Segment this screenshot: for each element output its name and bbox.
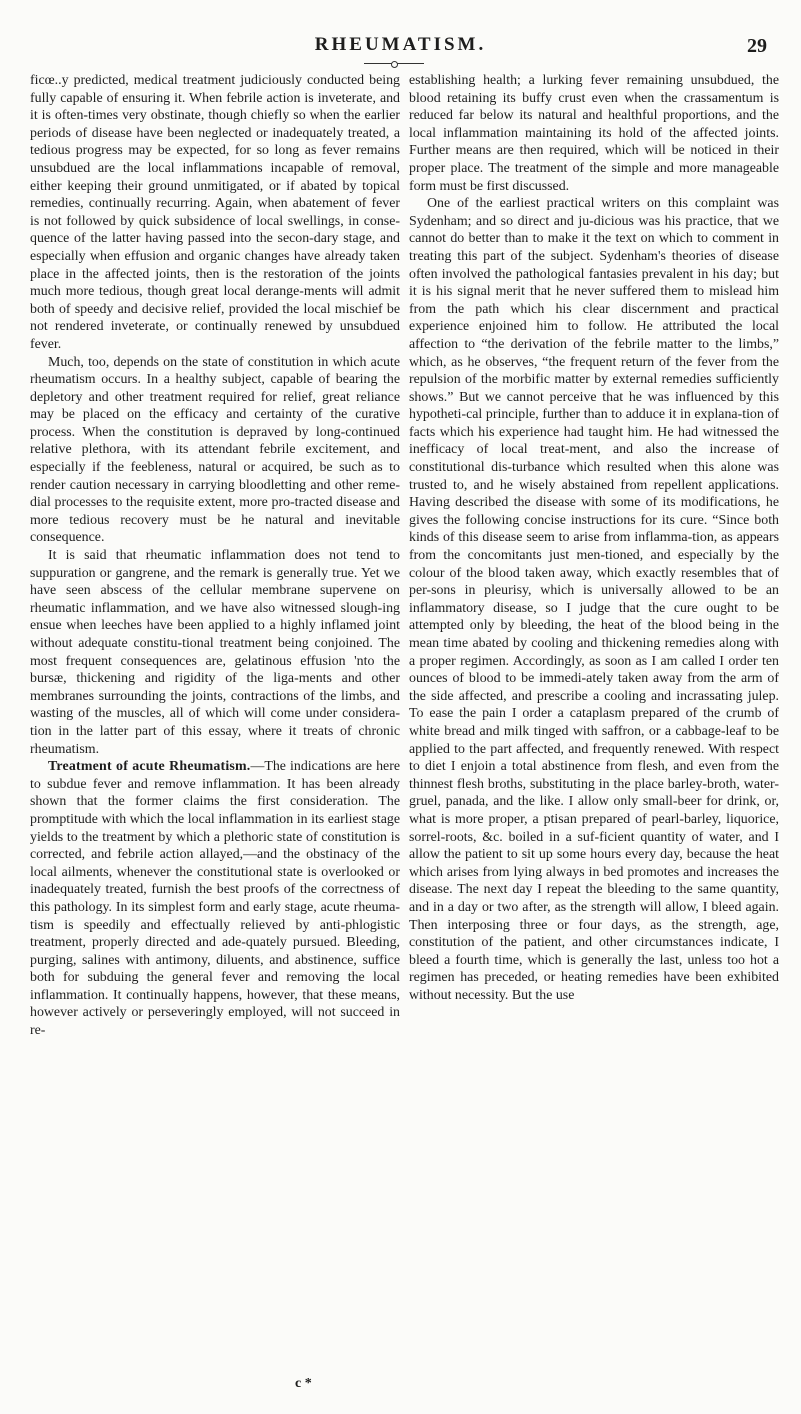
right-column	[409, 72, 779, 1004]
running-title: RHEUMATISM.	[314, 34, 487, 55]
section-heading: Treatment of acute Rheumatism.	[48, 759, 251, 775]
paragraph: It is said that rheumatic inflammation does not tend to suppuration or gangrene, and the remark is generally true. Yet we have seen abscess of the cellular membrane supervene on rheumatic inflammation, and we have also witnessed slough-ing ensue when leeches have been applied to a highly inflamed joint without adequate constitu-tional treatment being conjoined. The most frequent consequences are, gelatinous effusion 'nto the bursæ, thickening and rigidity of the liga-ments and other membranes surrounding the joints, contractions of the limbs, and wasting of the muscles, all of which will come under considera-tion in the latter part of this essay, where it treats of chronic rheumatism.	[30, 548, 400, 757]
signature-mark: c *	[295, 1376, 312, 1391]
ornament-dot	[391, 61, 398, 68]
header-ornament	[364, 61, 424, 67]
paragraph: Much, too, depends on the state of constitution in which acute rheumatism occurs. In a healthy subject, capable of bearing the depletory and other treatment required for relief, great reliance may be placed on the efficacy and certainty of the curative process. When the constitution is depraved by long-continued relative plethora, with its attendant febrile excitement, and especially if the feebleness, natural or acquired, be such as to render caution necessary in carrying bloodletting and other reme-dial processes to the requisite extent, more pro-tracted disease and more tedious recovery must be he natural and inevitable consequence.	[30, 354, 400, 546]
paragraph: establishing health; a lurking fever remaining unsubdued, the blood retaining its buffy crust even when the crassamentum is reduced far below its natural and healthful proportions, and the local inflammation maintaining its hold of the affected joints. Further means are then required, which will be noticed in their proper place. The treatment of the simple and more manageable form must be first discussed.	[409, 73, 779, 194]
running-head	[0, 34, 801, 58]
paragraph-text: —The indications are here to subdue fever and remove inflammation. It has been already shown that the former claims the first consideration. The promptitude with which the local inflammation in its earliest stage yields to the treatment by which a plethoric state of constitution is corrected, and febrile action allayed,—and the obstinacy of the local ailments, whenever the constitutional state is overlooked or inadequately treated, furnish the best proofs of the correctness of this pathology. In its simplest form and early stage, acute rheuma-tism is speedily and effectually relieved by anti-phlogistic treatment, properly directed and ade-quately pursued. Bleeding, purging, salines with antimony, diluents, and abstinence, suffice both for subduing the general fever and removing the local inflammation. It continually happens, however, that these means, however actively or perseveringly employed, will not succeed in re-	[30, 759, 400, 1039]
paragraph: ficœ..y predicted, medical treatment judiciously conducted being fully capable of ensuring it. When febrile action is inveterate, and it is often-times very obstinate, though chiefly so when the earlier periods of disease have been neglected or inadequately treated, a tedious progress may be expected, for so long as fever remains unsubdued are the local inflammations incapable of removal, either keeping their ground unmitigated, or if abated by topical remedies, continually recurring. Again, when abatement of fever is not followed by quick subsidence of local swellings, in conse-quence of the latter having passed into the secon-dary stage, and especially when effusion and organic changes have already taken place in the affected joints, then is the restoration of the joints much more tedious, though great local derange-ments will admit both of speedy and decisive relief, provided the local mischief be not rendered inveterate, or continually renewed by unsubdued fever.	[30, 73, 400, 352]
left-column	[30, 72, 400, 1040]
page-number: 29	[747, 35, 767, 57]
paragraph: One of the earliest practical writers on this complaint was Sydenham; and so direct and ju-dicious was his practice, that we cannot do better than to make it the text on which to comment in treating this part of the subject. Sydenham's theories of disease often involved the pathological fantasies prevalent in his day; but it is his signal merit that he never suffered them to mislead him from the path which his clear discernment and practical experience enjoined him to follow. He attributed the local affection to “the derivation of the febrile matter to the limbs,” which, as he observes, “the frequent return of the fever from the repulsion of the morbific matter by external remedies sufficiently shows.” But we cannot perceive that he was influenced by this hypotheti-cal principle, further than to adduce it in explana-tion of facts which his experience had taught him. He had witnessed the inefficacy of local treat-ment, and also the increase of constitutional dis-turbance which resulted when this alone was trusted to, and he wisely abstained from repellent applications. Having described the disease with some of its modifications, he gives the following concise instructions for its cure. “Since both kinds of this disease seem to arise from inflamma-tion, as appears from the concomitants just men-tioned, and especially by the colour of the blood taken away, which exactly resembles that of per-sons in pleurisy, which is universally allowed to be an inflammatory disease, so I judge that the cure ought to be attempted only by bleeding, the heat of the blood being in the mean time abated by cooling and thickening remedies along with a proper regimen. Accordingly, as soon as I am called I order ten ounces of blood to be immedi-ately taken away from the arm of the side affected, and prescribe a cooling and incrassating julep. To ease the pain I order a cataplasm prepared of the crumb of white bread and milk tinged with saffron, or a cabbage-leaf to be applied to the part affected, and frequently renewed. With respect to diet I enjoin a total abstinence from flesh, and even from the thinnest flesh broths, substituting in the place barley-broth, water-gruel, panada, and the like. I allow only small-beer for drink, or, what is more proper, a ptisan prepared of pearl-barley, liquorice, sorrel-roots, &c. boiled in a suf-ficient quantity of water, and I allow the patient to sit up some hours every day, because the heat which arises from lying always in bed promotes and increases the disease. The next day I repeat the bleeding to the same quantity, and in a day or two after, as the strength will allow, I bleed again. Then interposing three or four days, as the strength, age, constitution of the patient, and other circumstances indicate, I bleed a fourth time, which is generally the last, unless too hot a regimen has preceded, or heating remedies have been exhibited without necessity. But the use	[409, 196, 779, 1003]
paragraph-with-heading	[30, 758, 400, 1040]
